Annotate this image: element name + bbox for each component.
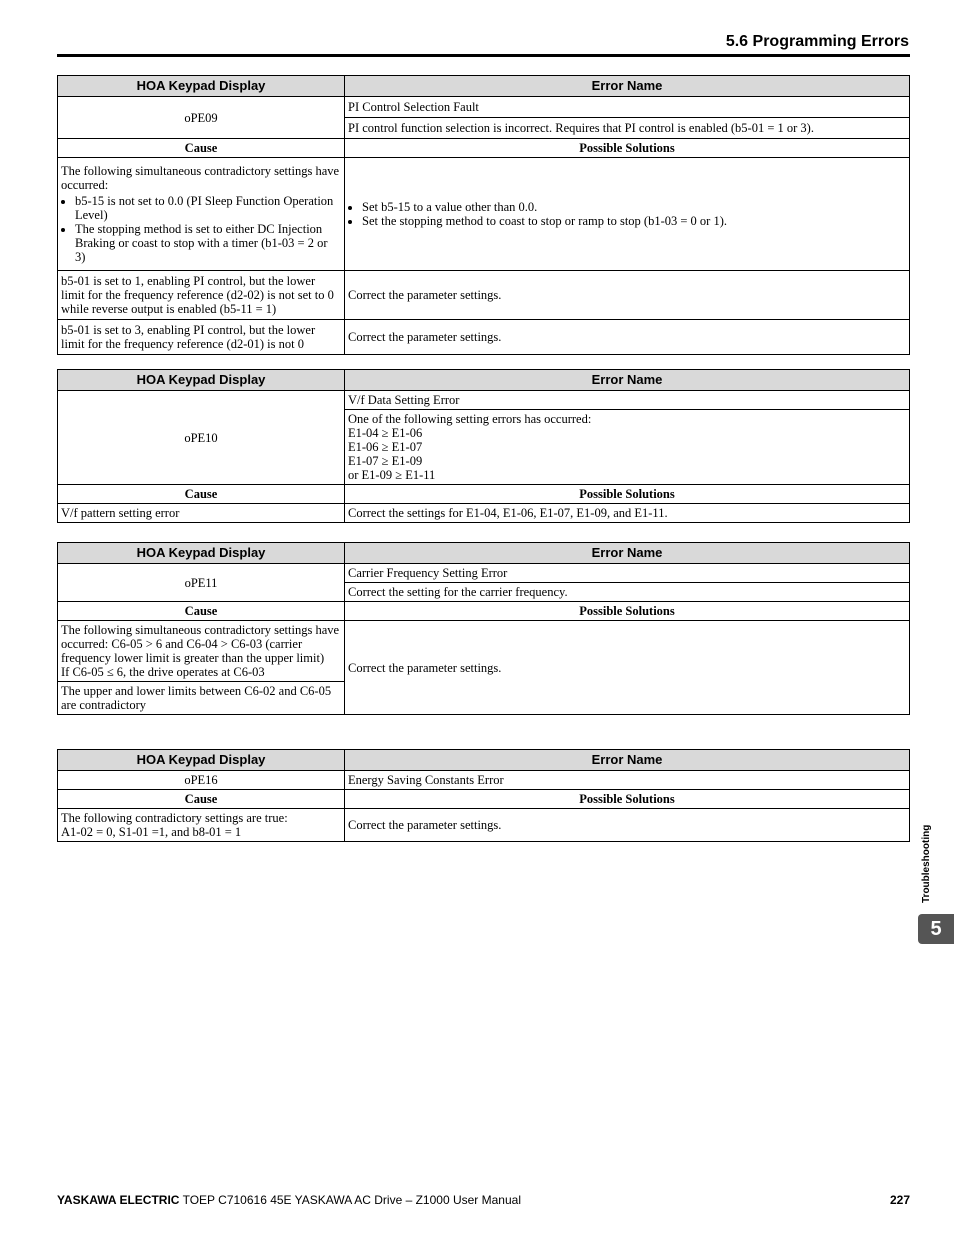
solutions-header: Possible Solutions [345,485,910,504]
error-description [345,410,910,485]
footer-doc: TOEP C710616 45E YASKAWA AC Drive – Z1000 User Manual [179,1193,521,1207]
cause-text: The following simultaneous contradictory settings have occurred: C6-05 > 6 and C6-04 > C6-03 (carrier frequency lower limit is greater than the upper limit) [61,623,340,665]
error-description: Correct the setting for the carrier frequency. [345,583,910,602]
error-name-header: Error Name [345,76,910,97]
error-description: PI control function selection is incorrect. Requires that PI control is enabled (b5-01 = 1 or 3). [345,118,910,139]
error-name: Energy Saving Constants Error [345,771,910,790]
cause-intro: The following simultaneous contradictory settings have occurred: [61,164,340,192]
cause-cell: V/f pattern setting error [58,504,345,523]
error-name-header: Error Name [345,370,910,391]
cause-text: A1-02 = 0, S1-01 =1, and b8-01 = 1 [61,825,242,839]
error-name-header: Error Name [345,750,910,771]
desc-line: E1-06 ≥ E1-07 [348,440,423,454]
solutions-header: Possible Solutions [345,602,910,621]
footer-brand: YASKAWA ELECTRIC [57,1193,180,1207]
ope10-table [57,369,910,523]
hoa-keypad-header: HOA Keypad Display [58,543,345,564]
ope09-table [57,75,910,355]
ope16-table [57,749,910,842]
section-title: 5.6 Programming Errors [725,33,909,50]
page-footer [57,1193,910,1207]
error-name: Carrier Frequency Setting Error [345,564,910,583]
error-code: oPE09 [58,97,345,139]
error-name-header: Error Name [345,543,910,564]
cause-header: Cause [58,602,345,621]
error-code: oPE16 [58,771,345,790]
solution-cell: Correct the parameter settings. [345,271,910,320]
solution-cell [345,158,910,271]
page-number: 227 [889,1193,910,1207]
desc-line: or E1-09 ≥ E1-11 [348,468,436,482]
solution-cell: Correct the parameter settings. [345,809,910,842]
solutions-header: Possible Solutions [345,790,910,809]
header-rule [57,54,910,57]
hoa-keypad-header: HOA Keypad Display [58,76,345,97]
cause-cell [58,809,345,842]
cause-cell: The upper and lower limits between C6-02 and C6-05 are contradictory [58,682,345,715]
desc-line: E1-07 ≥ E1-09 [348,454,423,468]
hoa-keypad-header: HOA Keypad Display [58,370,345,391]
solutions-header: Possible Solutions [345,139,910,158]
cause-cell [58,158,345,271]
solution-cell: Correct the parameter settings. [345,320,910,355]
error-code: oPE11 [58,564,345,602]
cause-text: The following contradictory settings are true: [61,811,288,825]
solution-bullet: • Set the stopping method to coast to stop or ramp to stop (b1-03 = 0 or 1). [362,214,906,228]
cause-header: Cause [58,790,345,809]
cause-cell [58,621,345,682]
cause-bullet: • The stopping method is set to either DC Injection Braking or coast to stop with a timer (b1-03 = 2 or 3) [75,222,341,264]
desc-line: E1-04 ≥ E1-06 [348,426,423,440]
error-code: oPE10 [58,391,345,485]
cause-header: Cause [58,485,345,504]
error-name: V/f Data Setting Error [345,391,910,410]
chapter-side-label: Troubleshooting [921,824,932,903]
chapter-tab: 5 [918,914,954,944]
solution-bullet: • Set b5-15 to a value other than 0.0. [362,200,906,214]
cause-text: If C6-05 ≤ 6, the drive operates at C6-03 [61,665,265,679]
solution-cell: Correct the settings for E1-04, E1-06, E1-07, E1-09, and E1-11. [345,504,910,523]
ope11-table [57,542,910,715]
error-name: PI Control Selection Fault [345,97,910,118]
hoa-keypad-header: HOA Keypad Display [58,750,345,771]
desc-line: One of the following setting errors has occurred: [348,412,592,426]
cause-cell: b5-01 is set to 3, enabling PI control, but the lower limit for the frequency reference (d2-01) is not 0 [58,320,345,355]
solution-cell: Correct the parameter settings. [345,621,910,715]
cause-header: Cause [58,139,345,158]
cause-cell: b5-01 is set to 1, enabling PI control, but the lower limit for the frequency reference (d2-02) is not set to 0 while reverse output is enabled (b5-11 = 1) [58,271,345,320]
cause-bullet: • b5-15 is not set to 0.0 (PI Sleep Function Operation Level) [75,194,341,222]
